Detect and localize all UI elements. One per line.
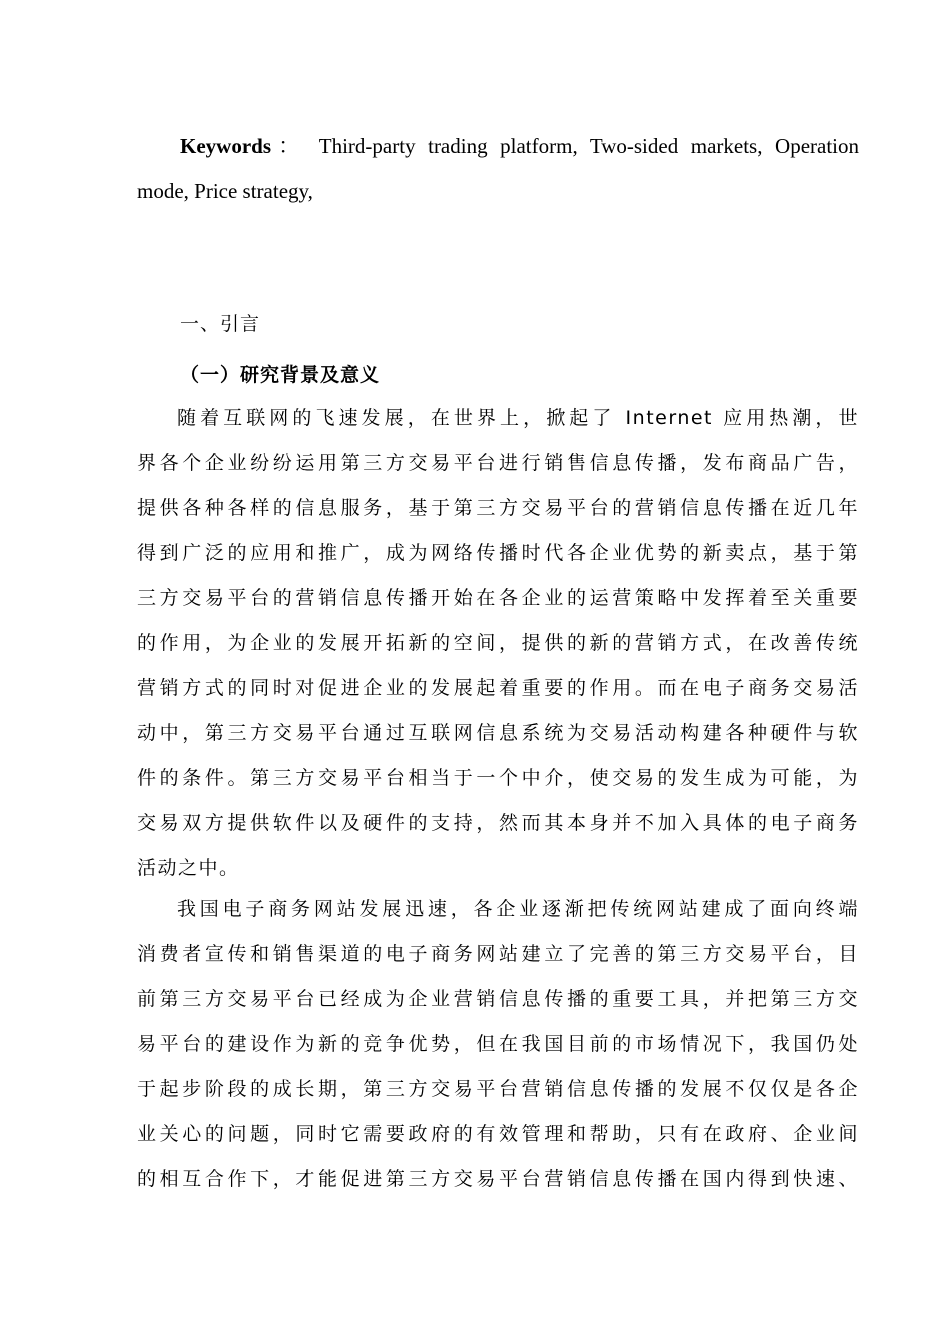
paragraph-line: 易平台的建设作为新的竞争优势，但在我国目前的市场情况下，我国仍处 <box>137 1033 859 1055</box>
keywords-paragraph <box>137 124 859 214</box>
paragraph-line: 消费者宣传和销售渠道的电子商务网站建立了完善的第三方交易平台，目 <box>137 943 859 965</box>
paragraph-line: 的作用，为企业的发展开拓新的空间，提供的新的营销方式，在改善传统 <box>137 632 859 654</box>
section-heading: 一、引言 <box>180 313 261 335</box>
paragraph-line: 三方交易平台的营销信息传播开始在各企业的运营策略中发挥着至关重要 <box>137 587 859 609</box>
paragraph-line: 交易双方提供软件以及硬件的支持，然而其本身并不加入具体的电子商务 <box>137 812 859 834</box>
paragraph-2 <box>137 887 859 1202</box>
paragraph-line: 得到广泛的应用和推广，成为网络传播时代各企业优势的新卖点，基于第 <box>137 542 859 564</box>
keywords-separator: ： <box>271 134 307 158</box>
paragraph-line: 活动之中。 <box>137 857 240 879</box>
paragraph-line: 提供各种各样的信息服务，基于第三方交易平台的营销信息传播在近几年 <box>137 497 859 519</box>
keywords-label: Keywords <box>180 134 271 158</box>
paragraph-line: 的相互合作下，才能促进第三方交易平台营销信息传播在国内得到快速、 <box>137 1168 859 1190</box>
paragraph-line: 营销方式的同时对促进企业的发展起着重要的作用。而在电子商务交易活 <box>137 677 859 699</box>
paragraph-line: 前第三方交易平台已经成为企业营销信息传播的重要工具，并把第三方交 <box>137 988 859 1010</box>
paragraph-line: 业关心的问题，同时它需要政府的有效管理和帮助，只有在政府、企业间 <box>137 1123 859 1145</box>
paragraph-line: 件的条件。第三方交易平台相当于一个中介，使交易的发生成为可能，为 <box>137 767 859 789</box>
paragraph-line: 动中，第三方交易平台通过互联网信息系统为交易活动构建各种硬件与软 <box>137 722 859 744</box>
keywords-line-1 <box>137 124 859 169</box>
paragraph-line: 随着互联网的飞速发展，在世界上，掀起了 Internet 应用热潮，世 <box>177 407 859 429</box>
paragraph-line: 我国电子商务网站发展迅速，各企业逐渐把传统网站建成了面向终端 <box>177 898 859 920</box>
paragraph-1 <box>137 396 859 891</box>
subsection-heading: （一）研究背景及意义 <box>180 364 381 386</box>
keywords-text-1: Third-party trading platform, Two-sided markets, Operation <box>318 134 859 158</box>
paragraph-line: 界各个企业纷纷运用第三方交易平台进行销售信息传播，发布商品广告， <box>137 452 859 474</box>
keywords-line-2: mode, Price strategy, <box>137 179 313 203</box>
paragraph-line: 于起步阶段的成长期，第三方交易平台营销信息传播的发展不仅仅是各企 <box>137 1078 859 1100</box>
